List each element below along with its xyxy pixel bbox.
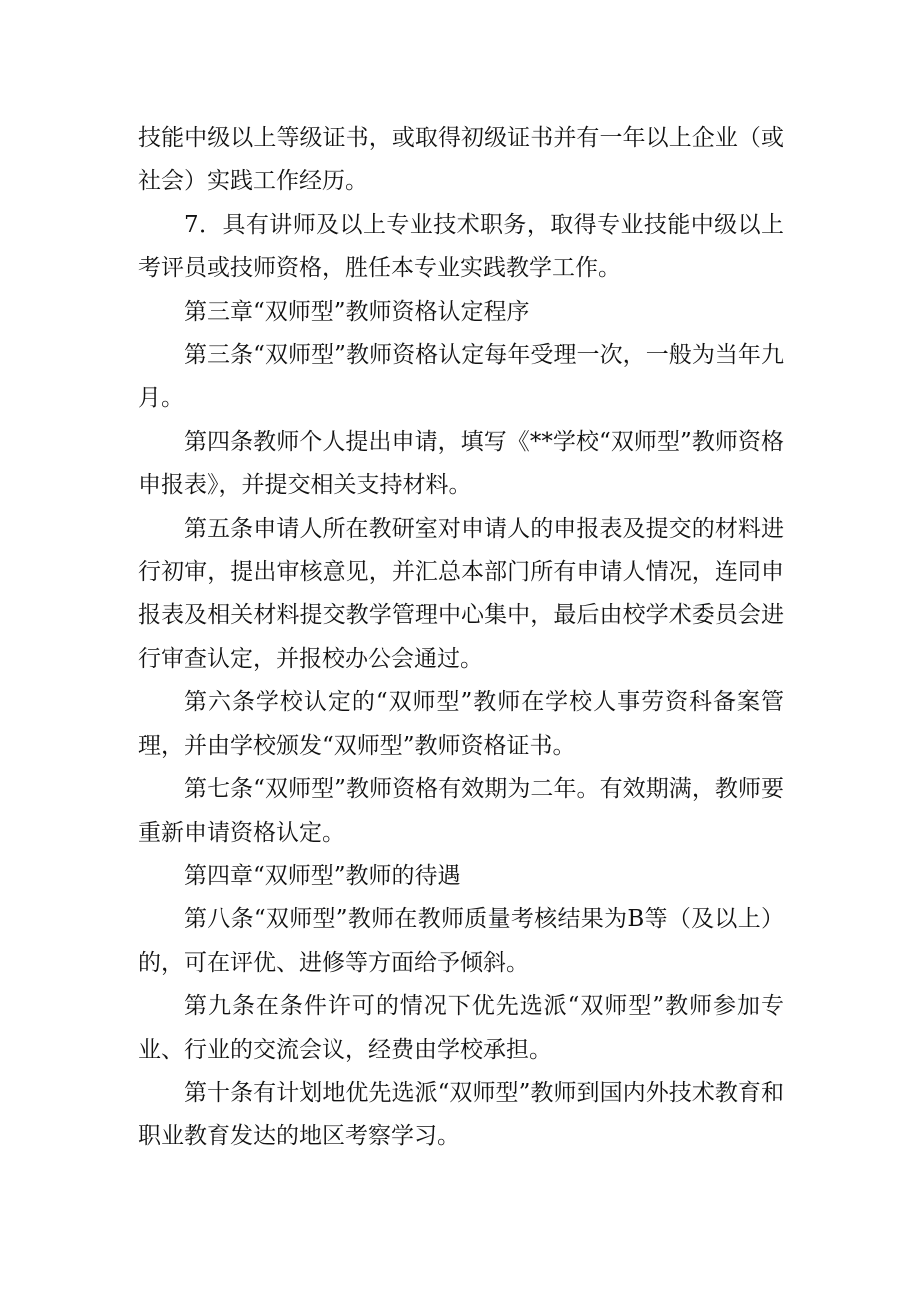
chapter-4-heading: 第四章“双师型”教师的待遇 [184,862,461,889]
article-9: 第九条在条件许可的情况下优先选派“双师型”教师参加专业、行业的交流会议，经费由学校承担。 [138,993,784,1063]
article-10: 第十条有计划地优先选派“双师型”教师到国内外技术教育和职业教育发达的地区考察学习。 [138,1079,784,1150]
article-6: 第六条学校认定的“双师型”教师在学校人事劳资科备案管理，并由学校颁发“双师型”教师资格证书。 [138,689,784,759]
paragraph-item-7: 7．具有讲师及以上专业技术职务，取得专业技能中级以上考评员或技师资格，胜任本专业实践教学工作。 [138,211,784,282]
article-7: 第七条“双师型”教师资格有效期为二年。有效期满，教师要重新申请资格认定。 [138,776,784,846]
chapter-3-heading: 第三章“双师型”教师资格认定程序 [184,298,530,325]
article-5: 第五条申请人所在教研室对申请人的申报表及提交的材料进行初审，提出审核意见，并汇总本部门所有申请人情况，连同申报表及相关材料提交教学管理中心集中，最后由校学术委员会进行审查认定，并报校办公会通过。 [138,515,784,672]
article-3: 第三条“双师型”教师资格认定每年受理一次，一般为当年九月。 [138,342,784,412]
article-8: 第八条“双师型”教师在教师质量考核结果为B等（及以上）的，可在评优、进修等方面给予倾斜。 [138,906,784,976]
paragraph-continuation: 技能中级以上等级证书，或取得初级证书并有一年以上企业（或社会）实践工作经历。 [138,125,784,195]
article-4: 第四条教师个人提出申请，填写《**学校“双师型”教师资格申报表》，并提交相关支持材料。 [138,428,784,499]
document-body [138,117,784,1159]
